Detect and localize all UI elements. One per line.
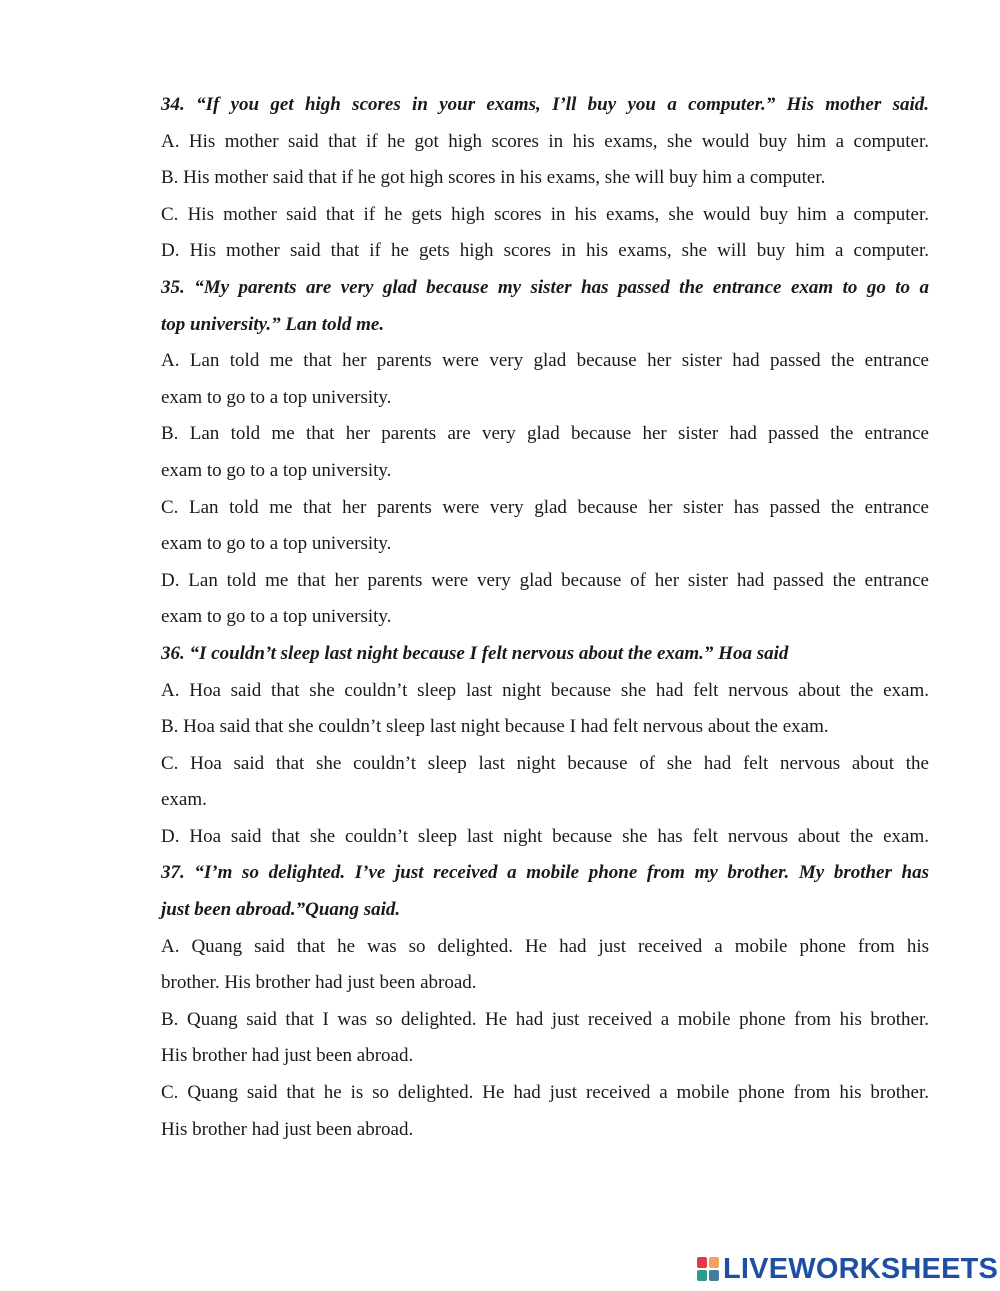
liveworksheets-logo xyxy=(697,1252,998,1286)
option-35-c-line-2: exam to go to a top university. xyxy=(161,533,392,555)
option-36-d: D. Hoa said that she couldn’t sleep last night because she has felt nervous about the exam. xyxy=(161,825,929,847)
option-34-a: A. His mother said that if he got high scores in his exams, she would buy him a computer. xyxy=(161,130,929,152)
option-37-b-line-2: His brother had just been abroad. xyxy=(161,1045,414,1067)
question-34-line-1: 34. “If you get high scores in your exams, I’ll buy you a computer.” His mother said. xyxy=(161,94,929,115)
option-36-c-line-1: C. Hoa said that she couldn’t sleep last night because of she had felt nervous about the xyxy=(161,752,929,774)
option-35-b-line-2: exam to go to a top university. xyxy=(161,459,392,481)
option-35-a-line-1: A. Lan told me that her parents were very glad because her sister had passed the entrance xyxy=(161,350,929,372)
option-35-d-line-2: exam to go to a top university. xyxy=(161,606,392,628)
option-37-a-line-2: brother. His brother had just been abroad. xyxy=(161,972,477,994)
option-35-c-line-1: C. Lan told me that her parents were very glad because her sister has passed the entrance xyxy=(161,496,929,518)
logo-blocks-icon xyxy=(697,1257,719,1281)
option-37-c-line-2: His brother had just been abroad. xyxy=(161,1118,414,1140)
logo-block xyxy=(697,1270,707,1281)
worksheet-page xyxy=(161,87,929,1148)
option-37-b-line-1: B. Quang said that I was so delighted. He had just received a mobile phone from his brother. xyxy=(161,1008,929,1030)
option-34-b: B. His mother said that if he got high scores in his exams, she will buy him a computer. xyxy=(161,167,826,189)
question-37-line-2: just been abroad.”Quang said. xyxy=(161,899,401,921)
option-34-d: D. His mother said that if he gets high scores in his exams, she will buy him a computer. xyxy=(161,240,929,262)
option-37-a-line-1: A. Quang said that he was so delighted. He had just received a mobile phone from his xyxy=(161,935,929,957)
option-36-b: B. Hoa said that she couldn’t sleep last night because I had felt nervous about the exam. xyxy=(161,716,829,738)
question-35-line-1: 35. “My parents are very glad because my sister has passed the entrance exam to go to a xyxy=(161,276,929,298)
question-35-line-2: top university.” Lan told me. xyxy=(161,313,385,335)
option-35-b-line-1: B. Lan told me that her parents are very glad because her sister had passed the entrance xyxy=(161,423,929,445)
logo-block xyxy=(697,1257,707,1268)
option-35-a-line-2: exam to go to a top university. xyxy=(161,386,392,408)
option-37-c-line-1: C. Quang said that he is so delighted. He had just received a mobile phone from his brother. xyxy=(161,1082,929,1104)
option-36-a: A. Hoa said that she couldn’t sleep last night because she had felt nervous about the exam. xyxy=(161,679,929,701)
question-37-line-1: 37. “I’m so delighted. I’ve just received a mobile phone from my brother. My brother has xyxy=(161,862,929,884)
logo-block xyxy=(709,1270,719,1281)
question-36: 36. “I couldn’t sleep last night because I felt nervous about the exam.” Hoa said xyxy=(161,642,789,664)
option-36-c-line-2: exam. xyxy=(161,789,207,811)
option-34-c: C. His mother said that if he gets high scores in his exams, she would buy him a computer. xyxy=(161,203,929,225)
option-35-d-line-1: D. Lan told me that her parents were very glad because of her sister had passed the entrance xyxy=(161,569,929,591)
logo-block xyxy=(709,1257,719,1268)
logo-text: LIVEWORKSHEETS xyxy=(723,1253,999,1285)
